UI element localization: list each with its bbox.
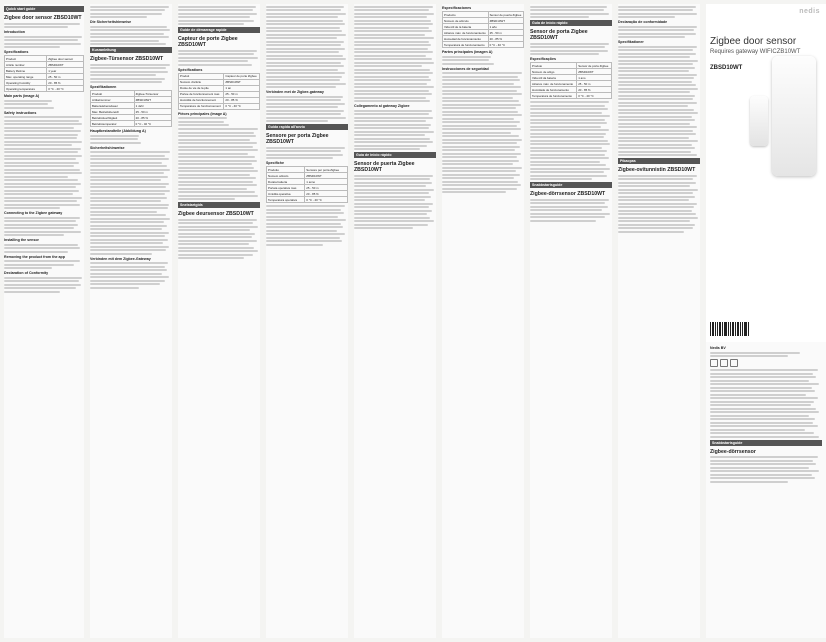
- text-block: [710, 456, 822, 483]
- text-block: [266, 6, 348, 89]
- spec-cell: ZBSD10WT: [224, 79, 260, 85]
- spec-cell: Betriebstemperatur: [91, 121, 135, 127]
- column-dutch: [266, 4, 348, 638]
- nedis-logo: nedis: [799, 8, 820, 15]
- column-german: [90, 4, 172, 638]
- specs-heading-de: Spezifikationen: [90, 85, 117, 89]
- remove-heading: Removing the product from the app: [4, 254, 65, 259]
- spec-cell: Durata batteria: [267, 179, 305, 185]
- parts-heading-es: Partes principales (imagen A): [442, 50, 493, 54]
- column-spanish: [442, 4, 524, 638]
- spec-cell: Max. Betriebsbereich: [91, 109, 135, 115]
- quick-start-bar-nl: Snelstartgids: [178, 202, 260, 208]
- spec-cell: Umidità operativa: [267, 191, 305, 197]
- quick-start-bar-de: Kurzanleitung: [90, 47, 172, 53]
- text-block: [4, 100, 84, 109]
- spec-cell: Température de fonctionnement: [179, 103, 224, 109]
- text-block: [90, 135, 172, 144]
- text-block: [618, 6, 700, 19]
- spec-cell: 1 an: [224, 85, 260, 91]
- text-block: [4, 217, 84, 237]
- text-block: [530, 199, 612, 222]
- weee-icon: [720, 359, 728, 367]
- quick-start-bar: Quick start guide: [4, 6, 84, 12]
- section-title-fi: Zigbee-ovitunnistin ZBSD10WT: [618, 167, 696, 173]
- specs-heading-it: Specifiche: [266, 161, 284, 165]
- quick-start-bar-es: Guía de inicio rápido: [354, 152, 436, 158]
- text-block: [178, 219, 260, 260]
- cover-title: Zigbee door sensor: [710, 36, 797, 47]
- spec-cell: 1 anno: [305, 179, 348, 185]
- specs-heading-sv: Specifikationer: [618, 40, 644, 44]
- safety-text-pt: [530, 101, 612, 180]
- text-block: [90, 26, 172, 46]
- intro-heading: Introduction: [4, 30, 25, 34]
- spec-cell: Produit: [179, 73, 224, 79]
- text-block: [266, 96, 348, 123]
- spec-cell: 0 °C - 40 °C: [47, 86, 84, 92]
- connect-heading: Connecting to the Zigbee gateway: [4, 211, 63, 215]
- spec-cell: Zigbee-Türsensor: [134, 91, 171, 97]
- section-title-fr: Capteur de porte Zigbee ZBSD10WT: [178, 36, 238, 48]
- heading-de: Die Sicherheitshinweise: [90, 20, 132, 24]
- barcode: [710, 322, 749, 336]
- cover-panel: [706, 4, 826, 638]
- specs-table-pt: [530, 62, 612, 99]
- main-parts-heading: Main parts (image A): [4, 94, 40, 98]
- specs-heading-es: Especificaciones: [442, 6, 472, 10]
- spec-cell: Max. operating range: [5, 74, 47, 80]
- spec-cell: 20 - 85 %: [134, 115, 171, 121]
- certification-icons: [710, 359, 822, 367]
- spec-cell: Product: [5, 56, 47, 62]
- spec-cell: Numero articolo: [267, 173, 305, 179]
- spec-cell: 1 año: [488, 24, 523, 30]
- recycle-icon: [730, 359, 738, 367]
- spec-cell: 20 - 85 %: [577, 87, 612, 93]
- text-block: [90, 262, 172, 289]
- spec-cell: Número de artigo: [531, 69, 577, 75]
- spec-cell: Prodotto: [267, 167, 305, 173]
- spec-cell: 20 - 85 %: [47, 80, 84, 86]
- safety-text-es: [442, 72, 524, 193]
- spec-cell: Temperatura de funcionamiento: [443, 42, 489, 48]
- quick-start-bar-pt: Guia de início rápido: [530, 20, 612, 26]
- spec-cell: Vida útil de la batería: [443, 24, 489, 30]
- safety-text-de: [90, 151, 172, 255]
- spec-cell: Durée de vie de la pile: [179, 85, 224, 91]
- quick-start-bar-fi: Pikaopas: [618, 158, 700, 164]
- spec-cell: Sensore per porta Zigbee: [305, 167, 348, 173]
- text-block: [4, 260, 84, 269]
- connect-heading-it: Collegamento al gateway Zigbee: [354, 104, 410, 108]
- spec-cell: 25 - 50 m: [47, 74, 84, 80]
- spec-cell: 0 °C - 40 °C: [224, 103, 260, 109]
- specs-table-it: [266, 166, 348, 203]
- column-portuguese: [530, 4, 612, 638]
- safety-text-fr: [178, 128, 260, 200]
- spec-cell: ZBSD10WT: [577, 69, 612, 75]
- spec-cell: Betriebsfeuchtigkeit: [91, 115, 135, 121]
- spec-cell: Alcance máx. de funcionamiento: [443, 30, 489, 36]
- spec-cell: Sensor de porta Zigbee: [577, 63, 612, 69]
- section-title-en: Zigbee door sensor ZBSD10WT: [4, 15, 82, 21]
- spec-cell: 25 - 50 m: [305, 185, 348, 191]
- section-title-it: Sensore per porta Zigbee ZBSD10WT: [266, 133, 329, 145]
- safety-heading-de: Sicherheitshinweise: [90, 145, 125, 150]
- spec-cell: Portée de fonctionnement max.: [179, 91, 224, 97]
- spec-cell: 0 °C - 40 °C: [577, 93, 612, 99]
- connect-heading-de: Verbinden mit dem Zigbee-Gateway: [90, 256, 151, 261]
- quick-start-bar-sv: Snabbstartsguide: [530, 182, 612, 188]
- section-title-es: Sensor de puerta Zigbee ZBSD10WT: [354, 161, 415, 173]
- cover-model: ZBSD10WT: [710, 65, 743, 71]
- text-block: [442, 56, 524, 65]
- specs-table-fr: [178, 73, 260, 110]
- column-finnish: [618, 4, 700, 638]
- bottom-title: Zigbee-dörrsensor: [710, 448, 756, 455]
- specs-table-es: [442, 11, 524, 48]
- safety-heading: Safety instructions: [4, 110, 37, 115]
- spec-cell: Vida útil da bateria: [531, 75, 577, 81]
- spec-cell: Operating temperature: [5, 86, 47, 92]
- text-block: [618, 26, 700, 39]
- spec-cell: 1 year: [47, 68, 84, 74]
- spec-cell: Operating humidity: [5, 80, 47, 86]
- text-block: [4, 277, 84, 293]
- spec-cell: Numéro d'article: [179, 79, 224, 85]
- text-block: [530, 43, 612, 56]
- spec-cell: Humedad de funcionamiento: [443, 36, 489, 42]
- install-heading: Installing the sensor: [4, 238, 39, 242]
- text-block: [4, 244, 84, 253]
- text-block: [178, 6, 260, 26]
- parts-heading-fr: Pièces principales (image A): [178, 111, 227, 116]
- specs-table-de: [90, 90, 172, 127]
- cover-front: [706, 4, 826, 342]
- text-block: [354, 175, 436, 230]
- text-block: [4, 36, 84, 49]
- text-block: [178, 50, 260, 66]
- column-italian: [354, 4, 436, 638]
- spec-cell: Humidade de funcionamento: [531, 87, 577, 93]
- company-heading: Nedis BV: [710, 346, 726, 350]
- magnet-image: [750, 96, 768, 146]
- spec-cell: Artikelnummer: [91, 97, 135, 103]
- spec-cell: 20 - 85 %: [224, 97, 260, 103]
- cover-subtitle: Requires gateway WIFICZB10WT: [710, 49, 801, 55]
- spec-cell: Sensor de puerta Zigbee: [488, 12, 523, 18]
- spec-cell: Temperatura operativa: [267, 197, 305, 203]
- doc-heading: Declaration of Conformity: [4, 271, 49, 275]
- spec-cell: Producto: [443, 12, 489, 18]
- column-english: [4, 4, 84, 638]
- ce-icon: [710, 359, 718, 367]
- column-french: [178, 4, 260, 638]
- section-title-sv: Zigbee-dörrsensor ZBSD10WT: [530, 191, 606, 197]
- text-block: [618, 175, 700, 233]
- spec-cell: ZBSD10WT: [47, 62, 84, 68]
- spec-cell: Portata operativa max.: [267, 185, 305, 191]
- quick-start-bar-fr: Guide de démarrage rapide: [178, 27, 260, 33]
- spec-cell: 20 - 85 %: [305, 191, 348, 197]
- spec-cell: Produto: [531, 63, 577, 69]
- connect-heading-nl: Verbinden met de Zigbee-gateway: [266, 90, 324, 94]
- spec-cell: ZBSD10WT: [488, 18, 523, 24]
- spec-cell: 0 °C - 40 °C: [134, 121, 171, 127]
- text-block: [354, 110, 436, 151]
- spec-cell: Capteur de porte Zigbee: [224, 73, 260, 79]
- spec-cell: Batterielebensdauer: [91, 103, 135, 109]
- specs-heading: Specifications: [4, 50, 29, 54]
- spec-cell: Número de artículo: [443, 18, 489, 24]
- specs-table-en: [4, 55, 84, 92]
- cover-back: [706, 342, 826, 638]
- quick-start-bar-sv-2: Snabbstartsguide: [710, 440, 822, 446]
- safety-text: [4, 116, 84, 209]
- spec-cell: 25 - 50 m: [224, 91, 260, 97]
- parts-heading-de: Hauptbestandteile (Abbildung A): [90, 129, 146, 133]
- spec-cell: 25 - 50 m: [134, 109, 171, 115]
- text-block: [90, 6, 172, 19]
- section-title-pt: Sensor de porta Zigbee ZBSD10WT: [530, 29, 588, 41]
- text-block: [178, 117, 260, 126]
- spec-cell: 20 - 85 %: [488, 36, 523, 42]
- safety-text-it: [354, 6, 436, 103]
- spec-cell: Alcance máx. de funcionamento: [531, 81, 577, 87]
- spec-cell: 25 - 50 m: [488, 30, 523, 36]
- text-block: [266, 205, 348, 246]
- spec-cell: 1 Jahr: [134, 103, 171, 109]
- quick-start-bar-it: Guida rapida all'avvio: [266, 124, 348, 130]
- section-title-nl: Zigbee deursensor ZBSD10WT: [178, 211, 254, 217]
- text-block: [90, 64, 172, 84]
- spec-cell: 0 °C - 40 °C: [305, 197, 348, 203]
- spec-cell: Battery lifetime: [5, 68, 47, 74]
- text-block: [710, 352, 822, 358]
- spec-cell: 25 - 50 m: [577, 81, 612, 87]
- spec-cell: Article number: [5, 62, 47, 68]
- text-block: [618, 46, 700, 157]
- door-sensor-image: [772, 56, 816, 176]
- specs-heading-fr: Spécifications: [178, 67, 203, 72]
- specs-heading-pt: Especificações: [530, 57, 556, 61]
- spec-cell: ZBSD10WT: [305, 173, 348, 179]
- text-block: [4, 23, 84, 29]
- spec-cell: Humidité de fonctionnement: [179, 97, 224, 103]
- text-block: [710, 369, 822, 438]
- spec-cell: 0 °C - 40 °C: [488, 42, 523, 48]
- spec-cell: ZBSD10WT: [134, 97, 171, 103]
- spec-cell: 1 ano: [577, 75, 612, 81]
- doc-heading-pt: Declaração de conformidade: [618, 20, 668, 24]
- section-title-de: Zigbee-Türsensor ZBSD10WT: [90, 56, 164, 62]
- text-block: [266, 147, 348, 160]
- spec-cell: Temperatura de funcionamento: [531, 93, 577, 99]
- text-block: [530, 6, 612, 19]
- safety-heading-es: Instrucciones de seguridad: [442, 66, 489, 71]
- spec-cell: Produkt: [91, 91, 135, 97]
- spec-cell: Zigbee door sensor: [47, 56, 84, 62]
